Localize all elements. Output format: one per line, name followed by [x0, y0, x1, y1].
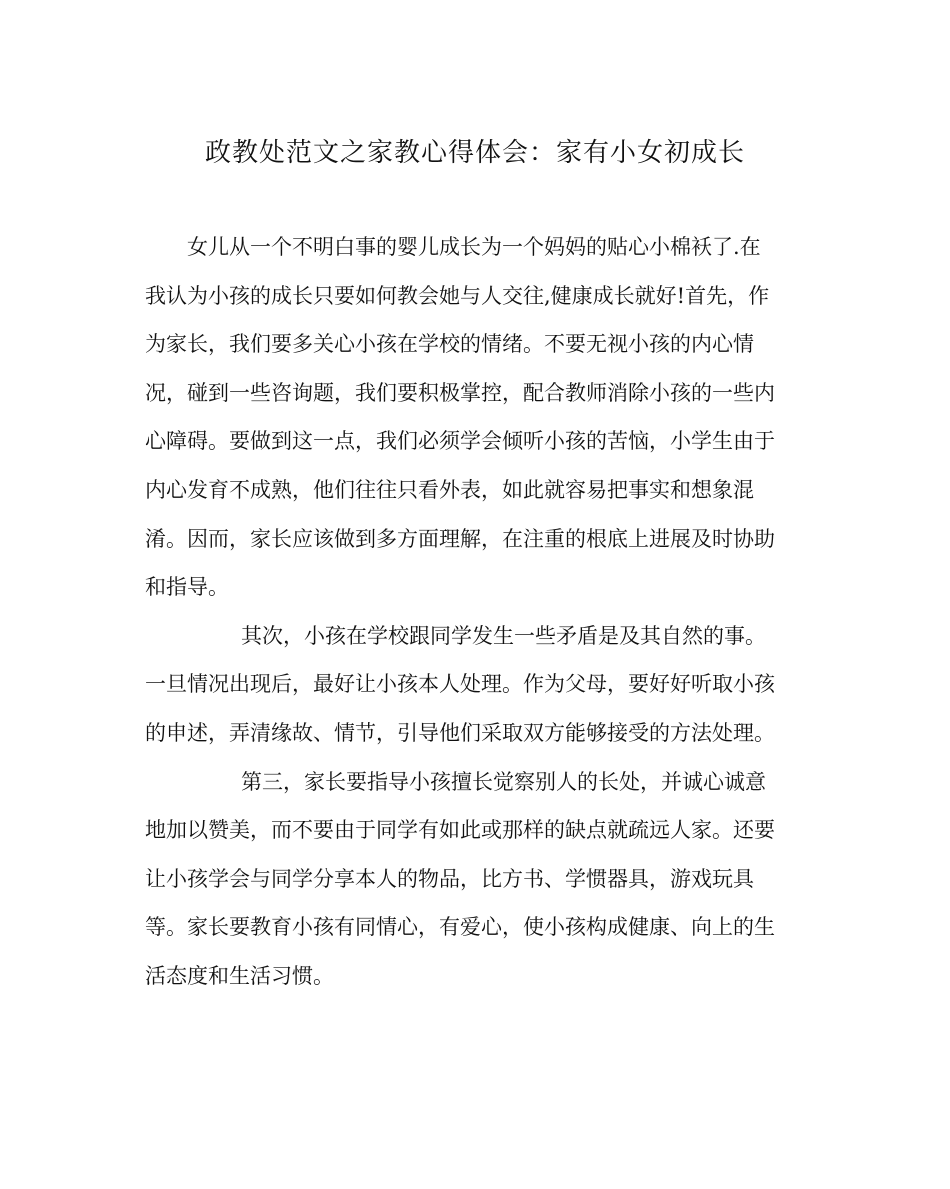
- paragraph-2-line-3: 的申述，弄清缘故、情节，引导他们采取双方能够接受的方法处理。: [145, 720, 775, 745]
- paragraph-1-line-6: 内心发育不成熟，他们往往只看外表，如此就容易把事实和想象混: [145, 477, 754, 502]
- paragraph-1-line-5: 心障碍。要做到这一点，我们必须学会倾听小孩的苦恼，小学生由于: [145, 429, 775, 454]
- paragraph-3-line-2: 地加以赞美，而不要由于同学有如此或那样的缺点就疏远人家。还要: [145, 818, 775, 843]
- paragraph-3-line-1: 第三，家长要指导小孩擅长觉察别人的长处，并诚心诚意: [241, 769, 766, 794]
- document-body: [145, 223, 805, 1001]
- paragraph-1-line-8: 和指导。: [145, 575, 229, 600]
- paragraph-1-line-1: 女儿从一个不明白事的婴儿成长为一个妈妈的贴心小棉袄了.在: [187, 235, 761, 259]
- paragraph-1-line-7: 淆。因而，家长应该做到多方面理解，在注重的根底上进展及时协助: [145, 526, 775, 551]
- paragraph-1-line-2: 我认为小孩的成长只要如何教会她与人交往,健康成长就好!首先，作: [145, 283, 770, 308]
- paragraph-3-line-5: 活态度和生活习惯。: [145, 963, 334, 988]
- paragraph-1-line-3: 为家长，我们要多关心小孩在学校的情绪。不要无视小孩的内心情: [145, 332, 754, 357]
- paragraph-3-line-4: 等。家长要教育小孩有同情心，有爱心，使小孩构成健康、向上的生: [145, 915, 775, 940]
- paragraph-2-line-1: 其次，小孩在学校跟同学发生一些矛盾是及其自然的事。: [241, 623, 766, 648]
- paragraph-3-line-3: 让小孩学会与同学分享本人的物品，比方书、学惯器具，游戏玩具: [145, 866, 754, 891]
- paragraph-1-line-4: 况，碰到一些咨询题，我们要积极掌控，配合教师消除小孩的一些内: [145, 380, 775, 405]
- document-title: 政教处范文之家教心得体会：家有小女初成长: [204, 138, 745, 168]
- paragraph-2-line-2: 一旦情况出现后，最好让小孩本人处理。作为父母，要好好听取小孩: [145, 672, 775, 697]
